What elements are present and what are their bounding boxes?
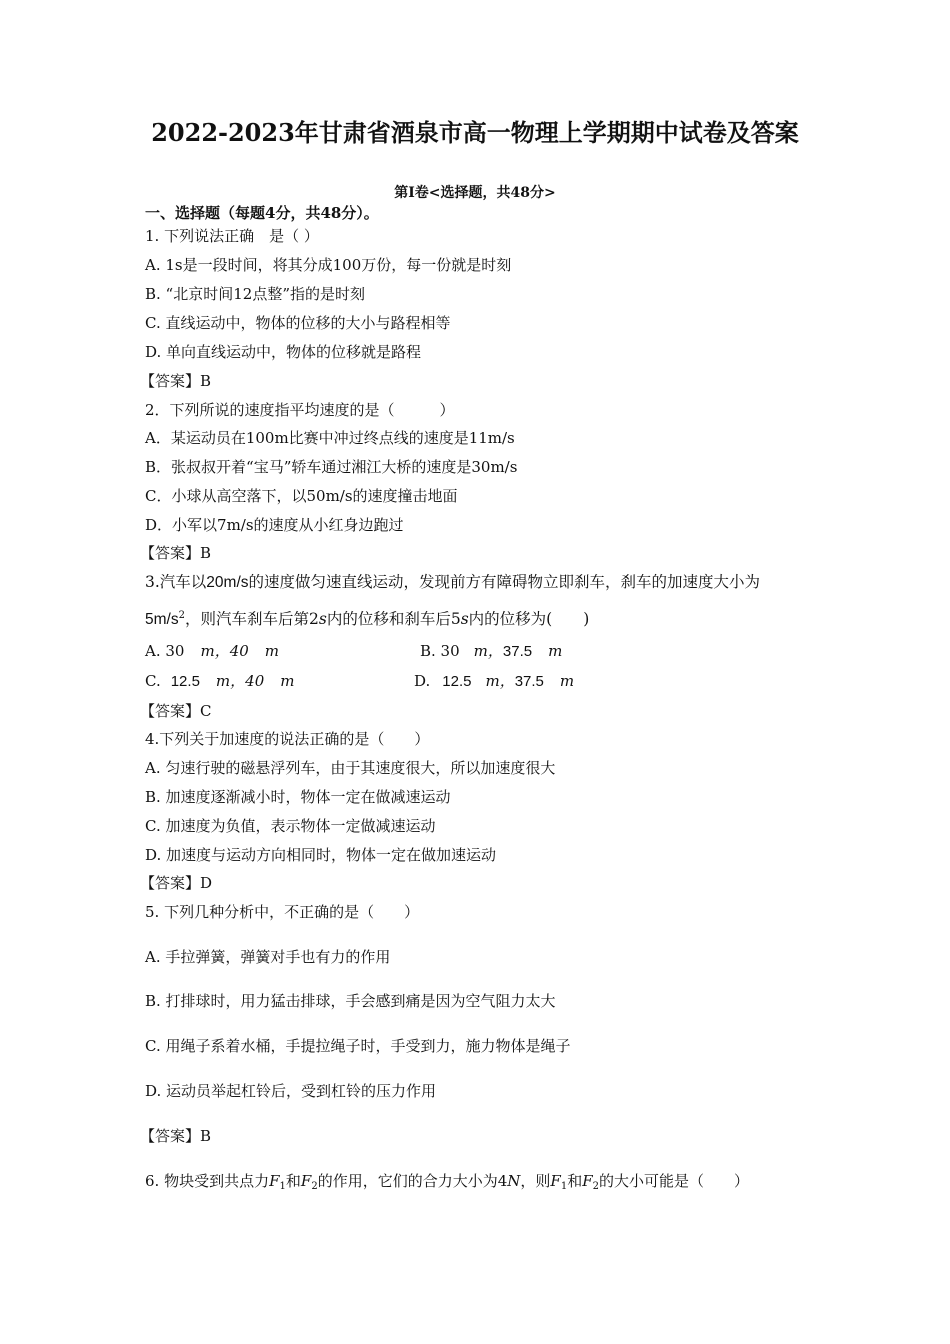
q6-pre: 6. 物块受到共点力	[145, 1172, 270, 1190]
q3-acceleration: 5m/s	[145, 611, 179, 628]
q3-option-b	[420, 641, 562, 662]
q6-f2-sub: 2	[311, 1181, 318, 1192]
q4-answer: 【答案】D	[140, 874, 213, 892]
q3-option-d-value1: 12.5	[442, 673, 472, 690]
q3-option-d	[414, 671, 574, 692]
q3-unit-s2: s	[460, 610, 469, 628]
q3-option-a	[145, 641, 279, 661]
q3-answer: 【答案】C	[140, 702, 212, 720]
q4-option-c: C. 加速度为负值，表示物体一定做减速运动	[145, 817, 436, 835]
q3-stem-post: 的速度做匀速直线运动，发现前方有障碍物立即刹车，刹车的加速度大小为	[248, 573, 761, 591]
q1-option-a: A. 1s是一段时间，将其分成100万份，每一份就是时刻	[145, 256, 512, 274]
q3-option-a-unit: m	[264, 642, 280, 660]
q3-option-a-label: A. 30	[145, 642, 185, 660]
q2-option-b: B．张叔叔开着“宝马”轿车通过湘江大桥的速度是30m/s	[145, 458, 518, 476]
q6-f2b-sub: 2	[592, 1181, 599, 1192]
q6-mid2: ，则	[520, 1172, 551, 1190]
q3-option-c-label: C.	[145, 672, 161, 690]
q1-answer: 【答案】B	[140, 372, 212, 390]
q5-option-c: C. 用绳子系着水桶，手提拉绳子时，手受到力，施力物体是绳子	[145, 1037, 571, 1055]
q6-f1: F	[269, 1172, 280, 1190]
q6-unit-n: N	[507, 1172, 521, 1190]
q5-stem: 5. 下列几种分析中，不正确的是（ ）	[145, 903, 420, 921]
q6-f1b-sub: 1	[560, 1181, 568, 1192]
q3-option-d-unit: m	[559, 672, 575, 690]
q3-option-a-rest: m，40	[200, 642, 249, 660]
q3-option-b-mid: m，	[473, 642, 503, 660]
q4-option-b: B. 加速度逐渐减小时，物体一定在做减速运动	[145, 788, 451, 806]
q1-option-b: B. “北京时间12点整”指的是时刻	[145, 285, 365, 303]
q3-stem-pre: 3.汽车以	[145, 573, 207, 591]
section-heading: 一、选择题（每题4分，共48分）。	[145, 204, 379, 222]
q3-stem-end: 内的位移为( )	[468, 610, 590, 628]
q3-option-c	[145, 671, 294, 692]
q4-stem: 4.下列关于加速度的说法正确的是（ ）	[145, 730, 430, 748]
part-heading: 第Ⅰ卷<选择题，共48分>	[394, 185, 556, 201]
q1-option-c: C. 直线运动中，物体的位移的大小与路程相等	[145, 314, 451, 332]
q6-f2: F	[300, 1172, 312, 1190]
q3-acceleration-exponent: 2	[178, 610, 185, 621]
document-title: 2022-2023年甘肃省酒泉市高一物理上学期期中试卷及答案	[151, 118, 799, 147]
q3-option-b-value: 37.5	[502, 643, 533, 660]
q3-stem-line1	[145, 572, 760, 593]
q3-option-c-value: 12.5	[170, 673, 200, 690]
q5-option-d: D. 运动员举起杠铃后，受到杠铃的压力作用	[145, 1082, 437, 1100]
q3-unit-s1: s	[318, 610, 327, 628]
q6-mid: 的作用，它们的合力大小为4	[317, 1172, 508, 1190]
q2-stem: 2．下列所说的速度指平均速度的是（ ）	[145, 401, 455, 419]
q2-answer: 【答案】B	[140, 544, 212, 562]
q5-option-b: B. 打排球时，用力猛击排球，手会感到痛是因为空气阻力太大	[145, 992, 556, 1010]
q1-option-d: D. 单向直线运动中，物体的位移就是路程	[145, 343, 422, 361]
q3-option-d-label: D.	[414, 672, 431, 690]
q6-stem	[145, 1171, 749, 1197]
q2-option-a: A．某运动员在100m比赛中冲过终点线的速度是11m/s	[145, 429, 515, 447]
q4-option-a: A. 匀速行驶的磁悬浮列车，由于其速度很大，所以加速度很大	[145, 759, 556, 777]
q2-option-d: D．小军以7m/s的速度从小红身边跑过	[145, 516, 404, 534]
q3-option-b-label: B. 30	[420, 642, 460, 660]
q6-f1-sub: 1	[279, 1181, 286, 1192]
q3-option-d-value2: 37.5	[514, 673, 544, 690]
q3-option-b-unit: m	[548, 642, 563, 660]
q5-answer: 【答案】B	[140, 1127, 212, 1145]
q3-stem-mid2: 内的位移和刹车后5	[326, 610, 461, 628]
q6-and: 和	[285, 1172, 301, 1190]
q4-option-d: D. 加速度与运动方向相同时，物体一定在做加速运动	[145, 846, 497, 864]
q6-and2: 和	[567, 1172, 583, 1190]
q1-stem: 1. 下列说法正确 是（ ）	[145, 227, 319, 245]
q3-stem-line2	[145, 606, 589, 630]
q6-end: 的大小可能是（ ）	[599, 1172, 750, 1190]
q3-option-d-mid: m，	[485, 672, 515, 690]
q3-stem-mid1: ，则汽车刹车后第2	[184, 610, 319, 628]
q3-option-c-rest: m，40	[215, 672, 265, 690]
q3-speed: 20m/s	[206, 574, 249, 591]
q6-f1b: F	[550, 1172, 561, 1190]
q2-option-c: C．小球从高空落下，以50m/s的速度撞击地面	[145, 487, 458, 505]
q6-f2b: F	[582, 1172, 593, 1190]
q5-option-a: A. 手拉弹簧，弹簧对手也有力的作用	[145, 948, 391, 966]
q3-option-c-unit: m	[280, 672, 295, 690]
